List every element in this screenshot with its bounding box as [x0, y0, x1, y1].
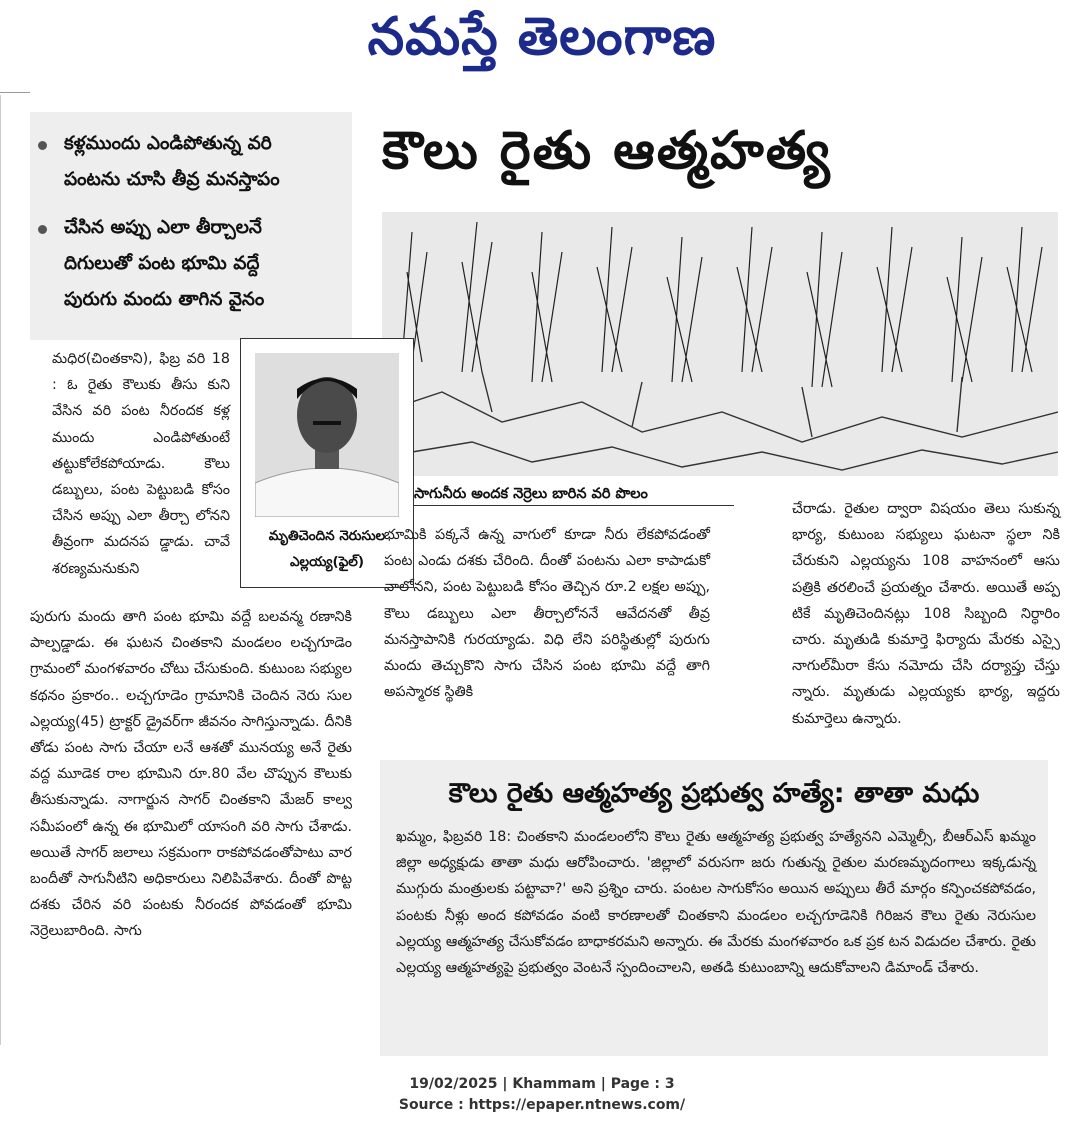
- highlight-item: కళ్లముందు ఎండిపోతున్న వరి పంటను చూసి తీవ్ర మనస్తాపం: [40, 126, 346, 198]
- photo-caption: సాగునీరు అందక నెర్రెలు బారిన వరి పొలం: [414, 486, 648, 502]
- portrait-caption: మృతిచెందిన నెరుసుల ఎల్లయ్య(ఫైల్): [268, 528, 386, 570]
- bullet-icon: [38, 225, 47, 234]
- masthead: [0, 0, 1084, 88]
- article-body-column: పురుగు మందు తాగి పంట భూమి వద్దే బలవన్మ రణానికి పాల్పడ్డాడు. ఈ ఘటన చింతకాని మండలం లచ్చగూడెం గ్రామంలో మంగళవారం చోటు చేసుకుంది. కుటుంబ సభ్యుల కథనం ప్రకారం.. లచ్చగూడెం గ్రామానికి చెందిన నెరు సుల ఎల్లయ్య(45) ట్రాక్టర్ డ్రైవర్‌గా జీవనం సాగిస్తున్నాడు. దీనికి తోడు పంట సాగు చేయా లనే ఆశతో మునయ్య అనే రైతు వద్ద మూడెక రాల భూమిని రూ.80 వేల చొప్పున కౌలుకు తీసుకున్నాడు. నాగార్జున సాగర్ చింతకాని మేజర్ కాల్వ సమీపంలో ఉన్న ఈ భూమిలో యాసంగి వరి సాగు చేశాడు. అయితే సాగర్ జలాలు సక్రమంగా రాకపోవడంతోపాటు వార బందీతో సాగునీటిని అధికారులు నిలిపివేశారు. దీంతో పొట్ట దశకు చేరిన వరి పంటకు నీరందక పోవడంతో భూమి నెర్రెలుబారింది. సాగు: [30, 609, 352, 940]
- article-body-column: భూమికి పక్కనే ఉన్న వాగులో కూడా నీరు లేకపోవడంతో పంట ఎండు దశకు చేరింది. దీంతో పంటను ఎలా కాపాడుకో వాలోనని, పంట పెట్టుబడి కోసం తెచ్చిన రూ.2 లక్షల అప్పు, కౌలు డబ్బులు ఎలా తీర్చాలోననే ఆవేదనతో తీవ్ర మనస్తాపానికి గురయ్యాడు. విధి లేని పరిస్థితుల్లో పురుగు మందు తెచ్చుకొని సాగు చేసిన పంట భూమి వద్దే తాగి అపస్మారక స్థితికి: [384, 527, 710, 701]
- sub-article-panel: [380, 760, 1048, 1056]
- divider: [0, 92, 30, 93]
- page-footer: [0, 1074, 1084, 1116]
- dry-paddy-field-image: [382, 212, 1058, 476]
- sub-article-headline: కౌలు రైతు ఆత్మహత్య ప్రభుత్వ హత్యే: తాతా మధు: [448, 778, 980, 809]
- sub-article-body: ఖమ్మం, ఫిబ్రవరి 18: చింతకాని మండలంలోని కౌలు రైతు ఆత్మహత్య ప్రభుత్వ హత్యేనని ఎమ్మెల్సీ, బీఆర్‌ఎస్ ఖమ్మం జిల్లా అధ్యక్షుడు తాతా మధు ఆరోపించారు. 'జిల్లాలో వరుసగా జరు గుతున్న రైతుల మరణమృదంగాలు ఇక్కడున్న ముగ్గురు మంత్రులకు పట్టావా?' అని ప్రశ్నిం చారు. పంటల సాగుకోసం అయిన అప్పులు తీరే మార్గం కన్పించకపోవడం, పంటకు నీళ్లు అంద కపోవడం వంటి కారణాలతో చింతకాని మండలం లచ్చగూడెనికి గిరిజన కౌలు రైతు నెరుసుల ఎల్లయ్య ఆత్మహత్య చేసుకోవడం బాధాకరమని అన్నారు. ఈ మేరకు మంగళవారం ఒక ప్రక టన విడుదల చేశారు. రైతు ఎల్లయ్య ఆత్మహత్యపై ప్రభుత్వం వెంటనే స్పందించాలని, అతడి కుటుంబాన్ని ఆదుకోవాలని డిమాండ్ చేశారు.: [396, 829, 1036, 977]
- newspaper-logo: నమస్తే తెలంగాణ: [367, 6, 717, 67]
- highlight-item: చేసిన అప్పు ఎలా తీర్చాలనే దిగులుతో పంట భూమి వద్దే పురుగు మందు తాగిన వైనం: [40, 210, 346, 318]
- bullet-icon: [38, 141, 47, 150]
- article-body-column: మధిర(చింతకాని), ఫిబ్ర వరి 18 : ఓ రైతు కౌలుకు తీసు కుని వేసిన వరి పంట నీరందక కళ్ల ముందు ఎండిపోతుంటే తట్టుకోలేకపోయాడు. కౌలు డబ్బులు, పంట పెట్టుబడి కోసం చేసిన అప్పు ఎలా తీర్చా లోనని తీవ్రంగా మదనప డ్డాడు. చావే శరణ్యమనుకుని: [52, 351, 230, 577]
- field-photo: [382, 212, 1058, 476]
- portrait-photo: [255, 353, 399, 517]
- column-divider: [0, 95, 1, 1045]
- footer-date-line: 19/02/2025 | Khammam | Page : 3: [409, 1076, 675, 1092]
- caption-rule: [414, 505, 734, 506]
- footer-source-line: Source : https://epaper.ntnews.com/: [398, 1097, 686, 1113]
- article-body-column: చేరాడు. రైతుల ద్వారా విషయం తెలు సుకున్న భార్య, కుటుంబ సభ్యులు ఘటనా స్థలా నికి చేరుకుని ఎల్లయ్యను 108 వాహనంలో ఆసు పత్రికి తరలించే ప్రయత్నం చేశారు. అయితే అప్ప టికే మృతిచెందినట్లు 108 సిబ్బంది నిర్ధారిం చారు. మృతుడి కుమార్తె ఫిర్యాదు మేరకు ఎస్సై నాగుల్‌మీరా కేసు నమోదు చేసి దర్యాప్తు చేస్తు న్నారు. మృతుడు ఎల్లయ్యకు భార్య, ఇద్దరు కుమార్తెలు ఉన్నారు.: [792, 501, 1060, 727]
- highlights-box: [30, 112, 352, 340]
- person-portrait-image: [255, 353, 399, 517]
- article-headline: కౌలు రైతు ఆత్మహత్య: [382, 121, 832, 181]
